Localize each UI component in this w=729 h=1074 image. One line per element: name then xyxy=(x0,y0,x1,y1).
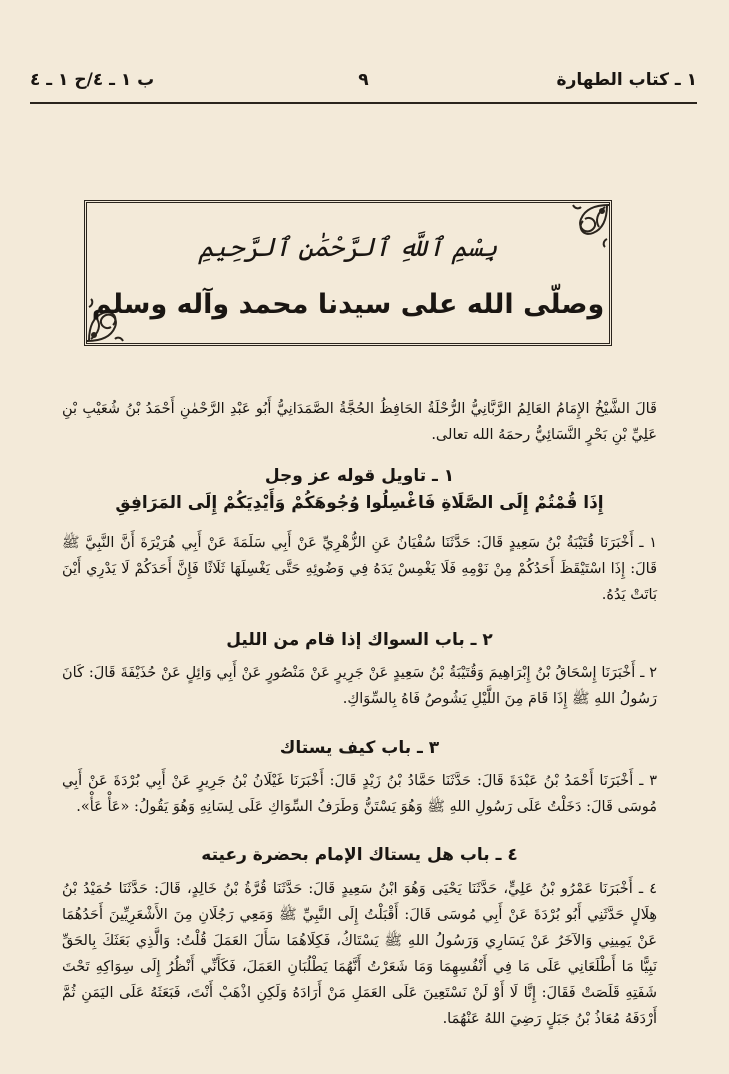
section-heading: ١ ـ تاويل قوله عز وجل xyxy=(264,466,455,486)
section-heading: ٤ ـ باب هل يستاك الإمام بحضرة رعيته xyxy=(201,845,518,865)
hadith-paragraph: ٢ ـ أَخْبَرَنَا إِسْحَاقُ بْنُ إِبْرَاهِيمَ وَقُتَيْبَةُ بْنُ سَعِيدٍ عَنْ جَرِيرٍ عَنْ مَنْصُورٍ عَنْ أَبِي وَائِلٍ عَنْ حُذَيْفَةَ قَالَ: كَانَ رَسُولُ اللهِ ﷺ إِذَا قَامَ مِنَ اللَّيْلِ يَشُوصُ فَاهُ بِالسِّوَاكِ. xyxy=(62,665,657,707)
page-number: ٩ xyxy=(358,70,369,90)
hadith-paragraph: ٤ ـ أَخْبَرَنَا عَمْرُو بْنُ عَلِيٍّ، حَدَّثَنَا يَحْيَى وَهُوَ ابْنُ سَعِيدٍ قَالَ: حَدَّثَنَا قُرَّةُ بْنُ خَالِدٍ، قَالَ: حَدَّثَنَا حُمَيْدُ بْنُ هِلَالٍ حَدَّثَنِي أَبُو بُرْدَةَ عَنْ أَبِي مُوسَى قَالَ: أَقْبَلْتُ إِلَى النَّبِيِّ ﷺ وَمَعِي رَجُلَانِ مِنَ الأَشْعَرِيِّينَ أَحَدُهُمَا عَنْ يَمِينِي وَالآخَرُ عَنْ يَسَارِي وَرَسُولُ اللهِ ﷺ يَسْتَاكُ، فَكِلَاهُمَا سَأَلَ العَمَلَ قُلْتُ: وَالَّذِي بَعَثَكَ بِالحَقِّ نَبِيًّا مَا أَطْلَعَانِي عَلَى مَا فِي أَنْفُسِهِمَا وَمَا شَعَرْتُ أَنَّهُمَا يَطْلُبَانِ العَمَلَ، فَكَأَنِّي أَنْظُرُ إِلَى سِوَاكِهِ تَحْتَ شَفَتِهِ قَلَصَتْ فَقَالَ: إِنَّا لَا أَوْ لَنْ نَسْتَعِينَ عَلَى العَمَلِ مَنْ أَرَادَهُ وَلَكِنِ اذْهَبْ أَنْتَ، فَبَعَثَهُ عَلَى اليَمَنِ ثُمَّ أَرْدَفَهُ مُعَاذُ بْنُ جَبَلٍ رَضِيَ اللهُ عَنْهُمَا. xyxy=(62,881,657,1027)
hadith-reference: ب ١ ـ ٤/ح ١ ـ ٤ xyxy=(30,70,155,90)
hadith-paragraph: ١ ـ أَخْبَرَنَا قُتَيْبَةُ بْنُ سَعِيدٍ قَالَ: حَدَّثَنَا سُفْيَانُ عَنِ الزُّهْرِيِّ عَنْ أَبِي سَلَمَةَ عَنْ أَبِي هُرَيْرَةَ أَنَّ النَّبِيَّ ﷺ قَالَ: إِذَا اسْتَيْقَظَ أَحَدُكُمْ مِنْ نَوْمِهِ فَلَا يَغْمِسْ يَدَهُ فِي وَضُوئِهِ حَتَّى يَغْسِلَهَا ثَلَاثًا فَإِنَّ أَحَدَكُمْ لَا يَدْرِي أَيْنَ بَاتَتْ يَدُهُ. xyxy=(62,535,657,603)
section-heading: ٣ ـ باب كيف يستاك xyxy=(279,738,440,758)
ornamental-frame xyxy=(84,200,612,346)
header-divider xyxy=(30,102,697,104)
intro-paragraph: قَالَ الشَّيْخُ الإِمَامُ العَالِمُ الرَّبَّانِيُّ الرُّحْلَةُ الحَافِظُ الحُجَّةُ الصَّمَدَانِيُّ أَبُو عَبْدِ الرَّحْمٰنِ أَحْمَدُ بْنُ شُعَيْبِ بْنِ عَلِيِّ بْنِ بَحْرٍ النَّسَائِيُّ رحمَهُ الله تعالى. xyxy=(62,401,657,443)
basmala: بِسْمِ ٱللَّهِ ٱلرَّحْمَٰنِ ٱلرَّحِيمِ xyxy=(198,233,498,263)
quran-verse: إِذَا قُمْتُمْ إِلَى الصَّلَاةِ فَاغْسِلُوا وُجُوهَكُمْ وَأَيْدِيَكُمْ إِلَى المَرَافِقِ xyxy=(115,493,604,513)
chapter-title: ١ ـ كتاب الطهارة xyxy=(556,70,697,90)
hadith-paragraph: ٣ ـ أَخْبَرَنَا أَحْمَدُ بْنُ عَبْدَةَ قَالَ: حَدَّثَنَا حَمَّادُ بْنُ زَيْدٍ قَالَ: أَخْبَرَنَا غَيْلَانُ بْنُ جَرِيرٍ عَنْ أَبِي بُرْدَةَ عَنْ أَبِي مُوسَى قَالَ: دَخَلْتُ عَلَى رَسُولِ اللهِ ﷺ وَهُوَ يَسْتَنُّ وَطَرَفُ السِّوَاكِ عَلَى لِسَانِهِ وَهُوَ يَقُولُ: «عَأْ عَأْ». xyxy=(62,773,657,815)
bleed-through xyxy=(70,128,689,142)
section-heading: ٢ ـ باب السواك إذا قام من الليل xyxy=(226,630,493,650)
salawat-line: وصلّى الله على سيدنا محمد وآله وسلم xyxy=(91,289,605,320)
running-header xyxy=(30,70,697,98)
